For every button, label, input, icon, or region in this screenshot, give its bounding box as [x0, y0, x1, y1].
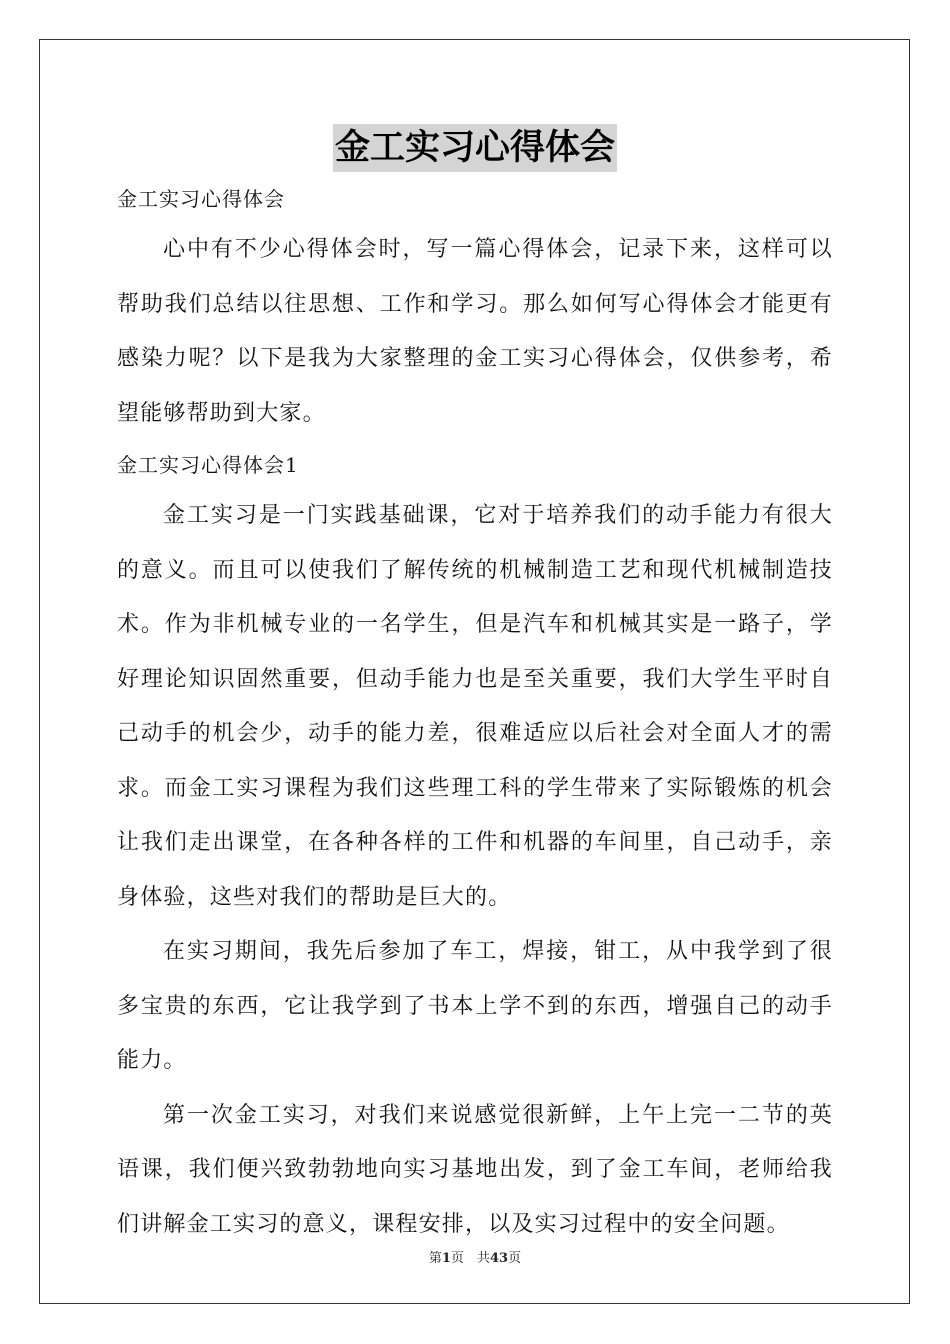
body-paragraph-2: 在实习期间，我先后参加了车工，焊接，钳工，从中我学到了很多宝贵的东西，它让我学到了书本上学不到的东西，增强自己的动手能力。 [117, 939, 833, 1073]
footer-page-prefix: 第 [428, 1251, 442, 1266]
body-paragraph-3: 第一次金工实习，对我们来说感觉很新鲜，上午上完一二节的英语课，我们便兴致勃勃地向实习基地出发，到了金工车间，老师给我们讲解金工实习的意义，课程安排，以及实习过程中的安全问题。 [117, 1102, 833, 1237]
body-paragraph-1: 金工实习是一门实践基础课，它对于培养我们的动手能力有很大的意义。而且可以使我们了解传统的机械制造工艺和现代机械制造技术。作为非机械专业的一名学生，但是汽车和机械其实是一路子，学好理论知识固然重要，但动手能力也是至关重要，我们大学生平时自己动手的机会少，动手的能力差，很难适应以后社会对全面人才的需求。而金工实习课程为我们这些理工科的学生带来了实际锻炼的机会让我们走出课堂，在各种各样的工件和机器的车间里，自己动手，亲身体验，这些对我们的帮助是巨大的。 [117, 503, 833, 910]
footer-page-suffix: 页 [508, 1251, 522, 1266]
subtitle: 金工实习心得体会 [117, 187, 285, 211]
footer-page-mid: 页 共 [450, 1251, 490, 1266]
section-heading: 金工实习心得体会1 [117, 453, 299, 477]
footer-page-number: 1 [441, 1251, 451, 1266]
document-body [117, 175, 833, 1252]
intro-paragraph: 心中有不少心得体会时，写一篇心得体会，记录下来，这样可以帮助我们总结以往思想、工作和学习。那么如何写心得体会才能更有感染力呢？以下是我为大家整理的金工实习心得体会，仅供参考，希望能够帮助到大家。 [117, 237, 833, 426]
page-footer [0, 1247, 950, 1266]
title-container [0, 124, 950, 172]
document-title: 金工实习心得体会 [333, 124, 617, 172]
footer-total-pages: 43 [489, 1251, 509, 1266]
